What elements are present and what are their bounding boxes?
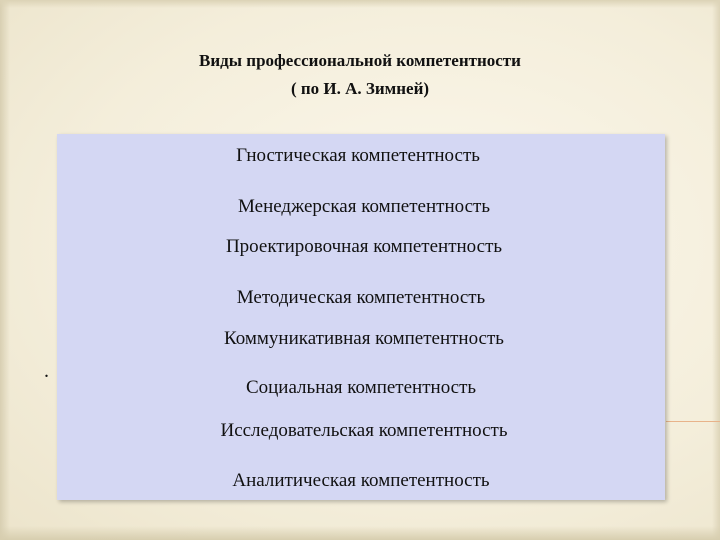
list-item-design: Проектировочная компетентность bbox=[225, 236, 503, 257]
list-item-communicative: Коммуникативная компетентность bbox=[224, 328, 504, 349]
slide-title-line-1: Виды профессиональной компетентности bbox=[199, 51, 521, 70]
list-item-analytical: Аналитическая компетентность bbox=[232, 470, 490, 491]
list-item-methodical: Методическая компетентность bbox=[236, 287, 486, 308]
list-item-social: Социальная компетентность bbox=[245, 377, 477, 398]
slide-edge-top bbox=[0, 0, 720, 8]
list-item-research: Исследовательская компетентность bbox=[220, 420, 508, 441]
slide-title-line-2: ( по И. А. Зимней) bbox=[290, 79, 430, 98]
list-item-managerial: Менеджерская компетентность bbox=[238, 196, 490, 217]
bullet-dot: . bbox=[44, 360, 49, 382]
list-item-gnostic: Гностическая компетентность bbox=[236, 145, 480, 166]
competence-list-panel bbox=[57, 134, 665, 500]
slide-edge-bottom bbox=[0, 526, 720, 540]
